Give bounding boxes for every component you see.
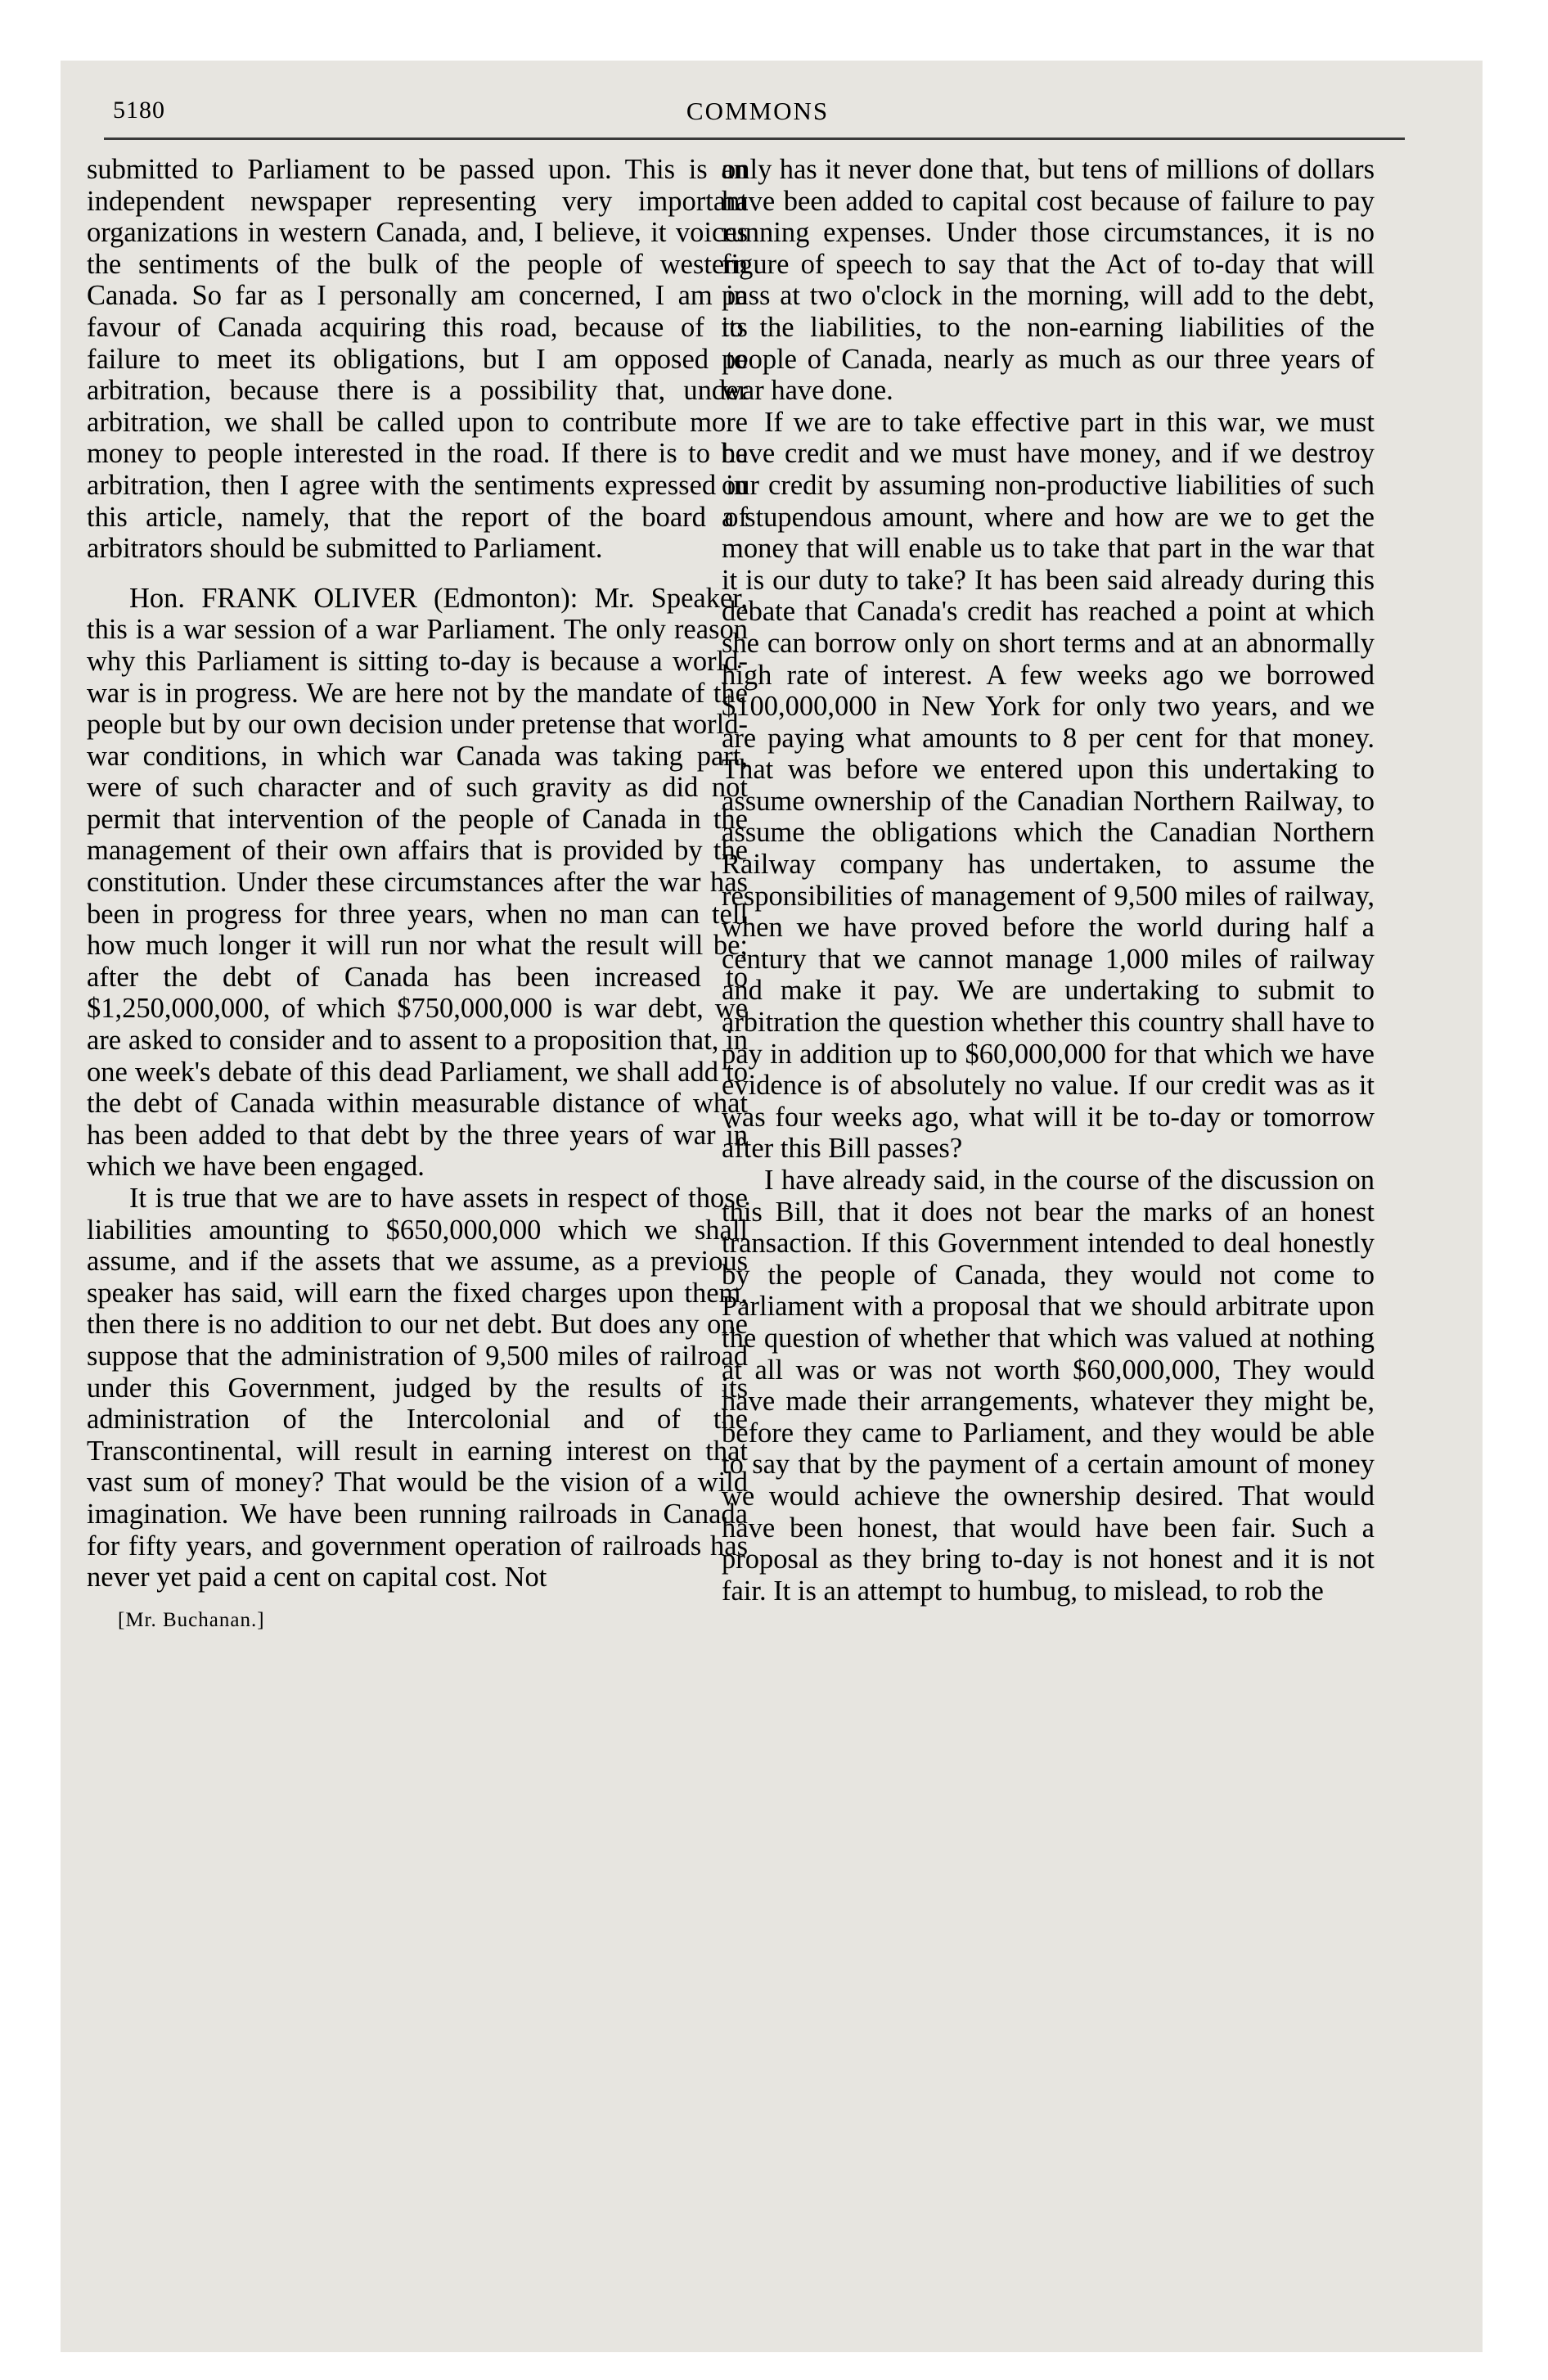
header-rule (104, 137, 1405, 140)
right-paragraph-credit: If we are to take effective part in this war, we must have credit and we must have money, and if we destroy our credit by assuming non-productive liabilities of such a stupendous amount, where and how are we to get the money that will enable us to take that part in the war that it is our duty to take? It has been said already during this debate that Canada's credit has reached a point at which she can borrow only on short terms and at an abnormally high rate of interest. A few weeks ago we borrowed $100,000,000 in New York for only two years, and we are paying what amounts to 8 per cent for that money. That was before we entered upon this undertaking to assume ownership of the Canadian Northern Railway, to assume the obligations which the Canadian Northern Railway company has undertaken, to assume the responsibilities of management of 9,500 miles of railway, when we have proved before the world during half a century that we cannot manage 1,000 miles of railway and make it pay. We are undertaking to submit to arbitration the question whether this country shall have to pay in addition up to $60,000,000 for that which we have evidence is of absolutely no value. If our credit was as it was four weeks ago, what will it be to-day or tomorrow after this Bill passes? (722, 406, 1375, 1165)
right-column (722, 154, 1375, 1607)
left-paragraph-continued: submitted to Parliament to be passed upon. This is an independent newspaper representing very important organizations in western Canada, and, I believe, it voices the sentiments of the bulk of the people of western Canada. So far as I personally am concerned, I am in favour of Canada acquiring this road, because of its failure to meet its obligations, but I am opposed to arbitration, because there is a possibility that, under arbitration, we shall be called upon to contribute more money to people interested in the road. If there is to be arbitration, then I agree with the sentiments expressed in this article, namely, that the report of the board of arbitrators should be submitted to Parliament. (87, 154, 748, 565)
speaker-note: [Mr. Buchanan.] (118, 1608, 265, 1631)
paragraph-gap (87, 565, 748, 583)
right-paragraph-continued: only has it never done that, but tens of millions of dollars have been added to capital cost because of failure to pay running expenses. Under those circumstances, it is no figure of speech to say that the Act of to-day that will pass at two o'clock in the morning, will add to the debt, to the liabilities, to the non-earning liabilities of the people of Canada, nearly as much as our three years of war have done. (722, 154, 1375, 407)
page-header (113, 80, 1402, 129)
left-paragraph-assets: It is true that we are to have assets in respect of those liabilities amounting to $650,000,000 which we shall assume, and if the assets that we assume, as a previous speaker has said, will earn the fixed charges upon them, then there is no addition to our net debt. But does any one suppose that the administration of 9,500 miles of railroad under this Government, judged by the results of its administration of the Intercolonial and of the Transcontinental, will result in earning interest on that vast sum of money? That would be the vision of a wild imagination. We have been running railroads in Canada for fifty years, and government operation of railroads has never yet paid a cent on capital cost. Not (87, 1183, 748, 1593)
running-head: COMMONS (686, 97, 830, 125)
right-paragraph-honest-transaction: I have already said, in the course of the discussion on this Bill, that it does not bear the marks of an honest transaction. If this Government intended to deal honestly by the people of Canada, they would not come to Parliament with a proposal that we should arbitrate upon the question of whether that which was valued at nothing at all was or was not worth $60,000,000, They would have made their arrangements, whatever they might be, before they came to Parliament, and they would be able to say that by the payment of a certain amount of money we would achieve the ownership desired. That would have been honest, that would have been fair. Such a proposal as they bring to-day is not honest and it is not fair. It is an attempt to humbug, to mislead, to rob the (722, 1165, 1375, 1607)
page-number: 5180 (113, 97, 165, 124)
left-column (87, 154, 748, 1633)
left-paragraph-oliver-speech: Hon. FRANK OLIVER (Edmonton): Mr. Speaker, this is a war session of a war Parliament. The only reason why this Parliament is sitting to-day is because a world-war is in progress. We are here not by the mandate of the people but by our own decision under pretense that world-war conditions, in which war Canada was taking part, were of such character and of such gravity as did not permit that intervention of the people of Canada in the management of their own affairs that is provided by the constitution. Under these circumstances after the war has been in progress for three years, when no man can tell how much longer it will run nor what the result will be; after the debt of Canada has been increased to $1,250,000,000, of which $750,000,000 is war debt, we are asked to consider and to assent to a proposition that, in one week's debate of this dead Parliament, we shall add to the debt of Canada within measurable distance of what has been added to that debt by the three years of war in which we have been engaged. (87, 582, 748, 1183)
